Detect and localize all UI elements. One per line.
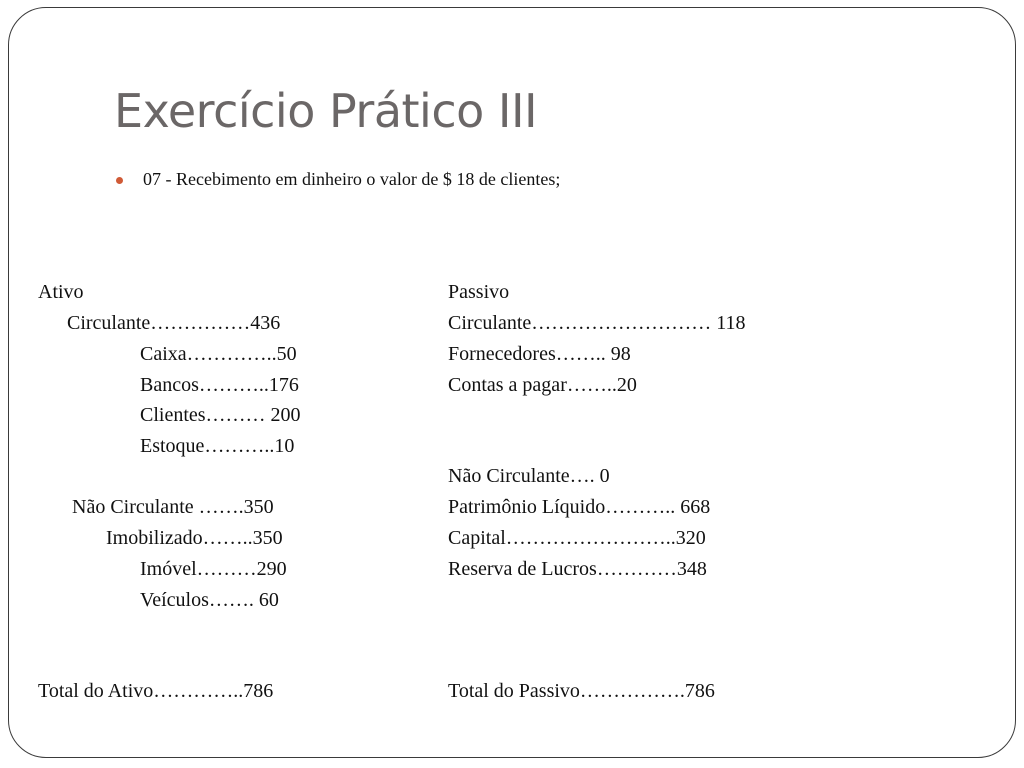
passivo-reserva-lucros: Reserva de Lucros…………348: [448, 558, 707, 580]
passivo-patrimonio-liquido: Patrimônio Líquido……….. 668: [448, 496, 711, 518]
bullet-text: 07 - Recebimento em dinheiro o valor de $ 18 de clientes;: [143, 169, 561, 189]
passivo-heading: Passivo: [448, 281, 510, 303]
ativo-circulante: Circulante……………436: [67, 312, 281, 334]
ativo-imobilizado: Imobilizado……..350: [106, 527, 283, 549]
passivo-total: Total do Passivo…………….786: [448, 680, 715, 702]
passivo-capital: Capital……………………..320: [448, 527, 706, 549]
passivo-contas-pagar: Contas a pagar……..20: [448, 374, 637, 396]
passivo-circulante: Circulante……………………… 118: [448, 312, 746, 334]
ativo-bancos: Bancos………..176: [140, 374, 299, 396]
ativo-clientes: Clientes……… 200: [140, 404, 301, 426]
ativo-total: Total do Ativo…………..786: [38, 680, 274, 702]
ativo-nao-circulante: Não Circulante …….350: [72, 496, 274, 518]
slide-title: Exercício Prático III: [114, 84, 538, 138]
ativo-imovel: Imóvel………290: [140, 558, 287, 580]
ativo-heading: Ativo: [38, 281, 84, 303]
passivo-nao-circulante: Não Circulante…. 0: [448, 465, 610, 487]
ativo-estoque: Estoque………..10: [140, 435, 295, 457]
ativo-veiculos: Veículos……. 60: [140, 589, 279, 611]
bullet-dot-icon: [116, 177, 123, 184]
ativo-caixa: Caixa…………..50: [140, 343, 297, 365]
passivo-fornecedores: Fornecedores…….. 98: [448, 343, 631, 365]
